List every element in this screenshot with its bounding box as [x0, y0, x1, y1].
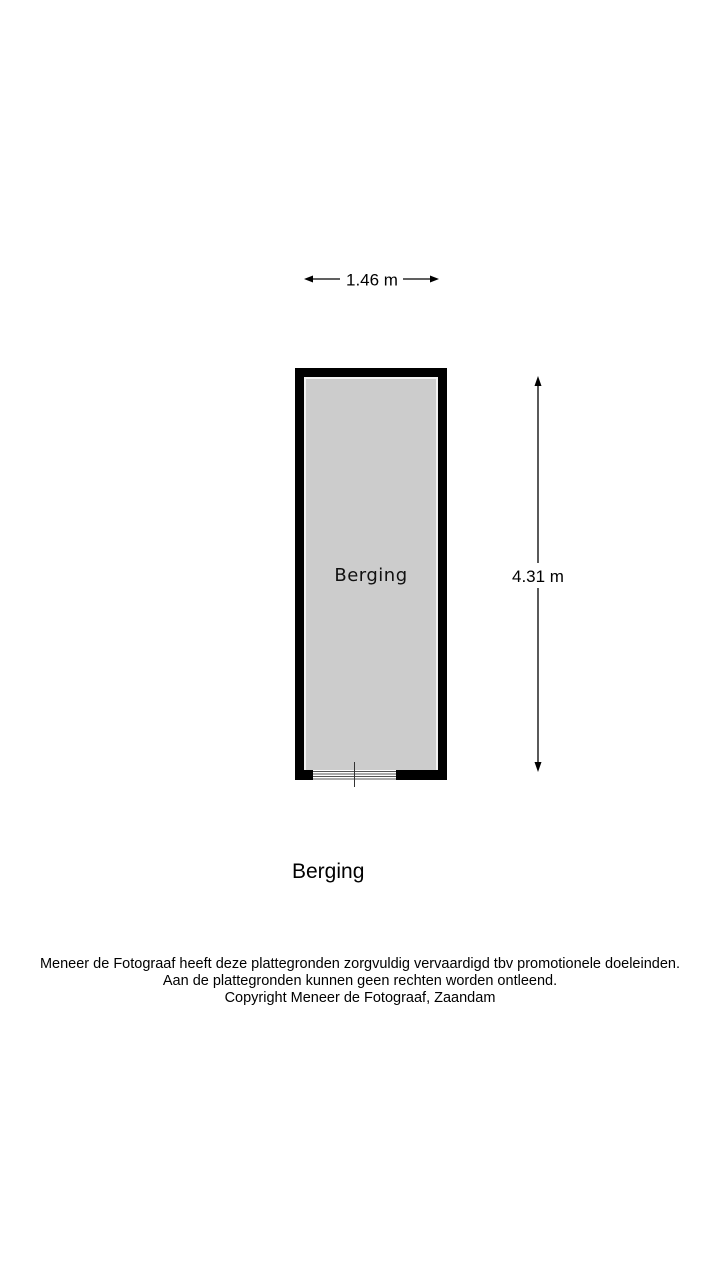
room-berging — [295, 368, 447, 787]
width-dimension — [304, 271, 439, 290]
disclaimer-line-3: Copyright Meneer de Fotograaf, Zaandam — [224, 990, 496, 1006]
width-label: 1.46 m — [346, 270, 398, 290]
height-label: 4.31 m — [512, 567, 564, 586]
height-dimension — [512, 376, 564, 772]
disclaimer — [0, 956, 720, 1007]
disclaimer-line-2: Aan de plattegronden kunnen geen rechten worden ontleend. — [162, 973, 558, 989]
room-label: Berging — [334, 565, 408, 586]
width-arrowhead-left — [304, 276, 313, 283]
height-arrowhead-bottom — [535, 762, 542, 772]
width-arrowhead-right — [430, 276, 439, 283]
disclaimer-line-1: Meneer de Fotograaf heeft deze plattegronden zorgvuldig vervaardigd tbv promotionele doeleinden. — [39, 956, 681, 972]
floor-title: Berging — [292, 860, 365, 883]
